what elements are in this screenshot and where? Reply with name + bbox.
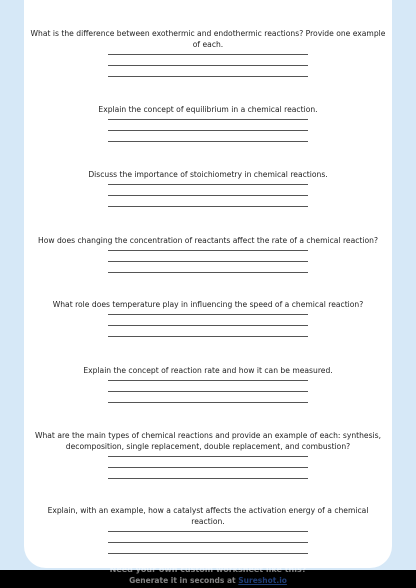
question-text: Discuss the importance of stoichiometry in chemical reactions. [88, 170, 328, 179]
answer-line [108, 206, 308, 207]
answer-line [108, 184, 308, 185]
answer-line [108, 391, 308, 392]
answer-line [108, 76, 308, 77]
answer-line [108, 336, 308, 337]
question-text: Explain the concept of reaction rate and how it can be measured. [83, 366, 333, 375]
sureshot-link[interactable]: Sureshot.io [238, 576, 287, 585]
answer-line [108, 272, 308, 273]
answer-lines [24, 184, 392, 207]
answer-line [108, 250, 308, 251]
answer-line [108, 402, 308, 403]
answer-lines [24, 314, 392, 337]
answer-line [108, 456, 308, 457]
question-2 [24, 104, 392, 152]
question-1 [24, 28, 392, 87]
answer-line [108, 380, 308, 381]
answer-lines [24, 380, 392, 403]
answer-line [108, 478, 308, 479]
question-text: Explain the concept of equilibrium in a chemical reaction. [98, 105, 318, 114]
question-3 [24, 169, 392, 217]
answer-line [108, 531, 308, 532]
question-text: How does changing the concentration of reactants affect the rate of a chemical reaction? [38, 236, 378, 245]
worksheet-page [24, 0, 392, 568]
answer-line [108, 467, 308, 468]
question-6 [24, 365, 392, 413]
answer-line [108, 65, 308, 66]
promo-title: Need your own custom worksheet like this? [109, 565, 307, 574]
answer-line [108, 130, 308, 131]
question-7 [24, 430, 392, 489]
question-text: Explain, with an example, how a catalyst affects the activation energy of a chemical reaction. [47, 506, 369, 526]
question-5 [24, 299, 392, 347]
question-text: What is the difference between exothermic and endothermic reactions? Provide one example of each. [30, 29, 386, 49]
promo-subtitle-text: Generate it in seconds at [129, 576, 236, 585]
answer-line [108, 325, 308, 326]
answer-line [108, 195, 308, 196]
question-text: What role does temperature play in influencing the speed of a chemical reaction? [52, 300, 364, 309]
question-text: What are the main types of chemical reactions and provide an example of each: synthesis, decomposition, single replacement, double replacement, and combustion? [34, 431, 382, 451]
question-8 [24, 505, 392, 564]
promo-footer [0, 565, 416, 588]
answer-line [108, 261, 308, 262]
answer-line [108, 314, 308, 315]
answer-lines [24, 531, 392, 554]
answer-lines [24, 119, 392, 142]
question-4 [24, 235, 392, 283]
answer-lines [24, 54, 392, 77]
answer-line [108, 141, 308, 142]
answer-line [108, 54, 308, 55]
answer-line [108, 119, 308, 120]
answer-line [108, 553, 308, 554]
answer-line [108, 542, 308, 543]
answer-lines [24, 456, 392, 479]
promo-subtitle [0, 576, 416, 585]
answer-lines [24, 250, 392, 273]
